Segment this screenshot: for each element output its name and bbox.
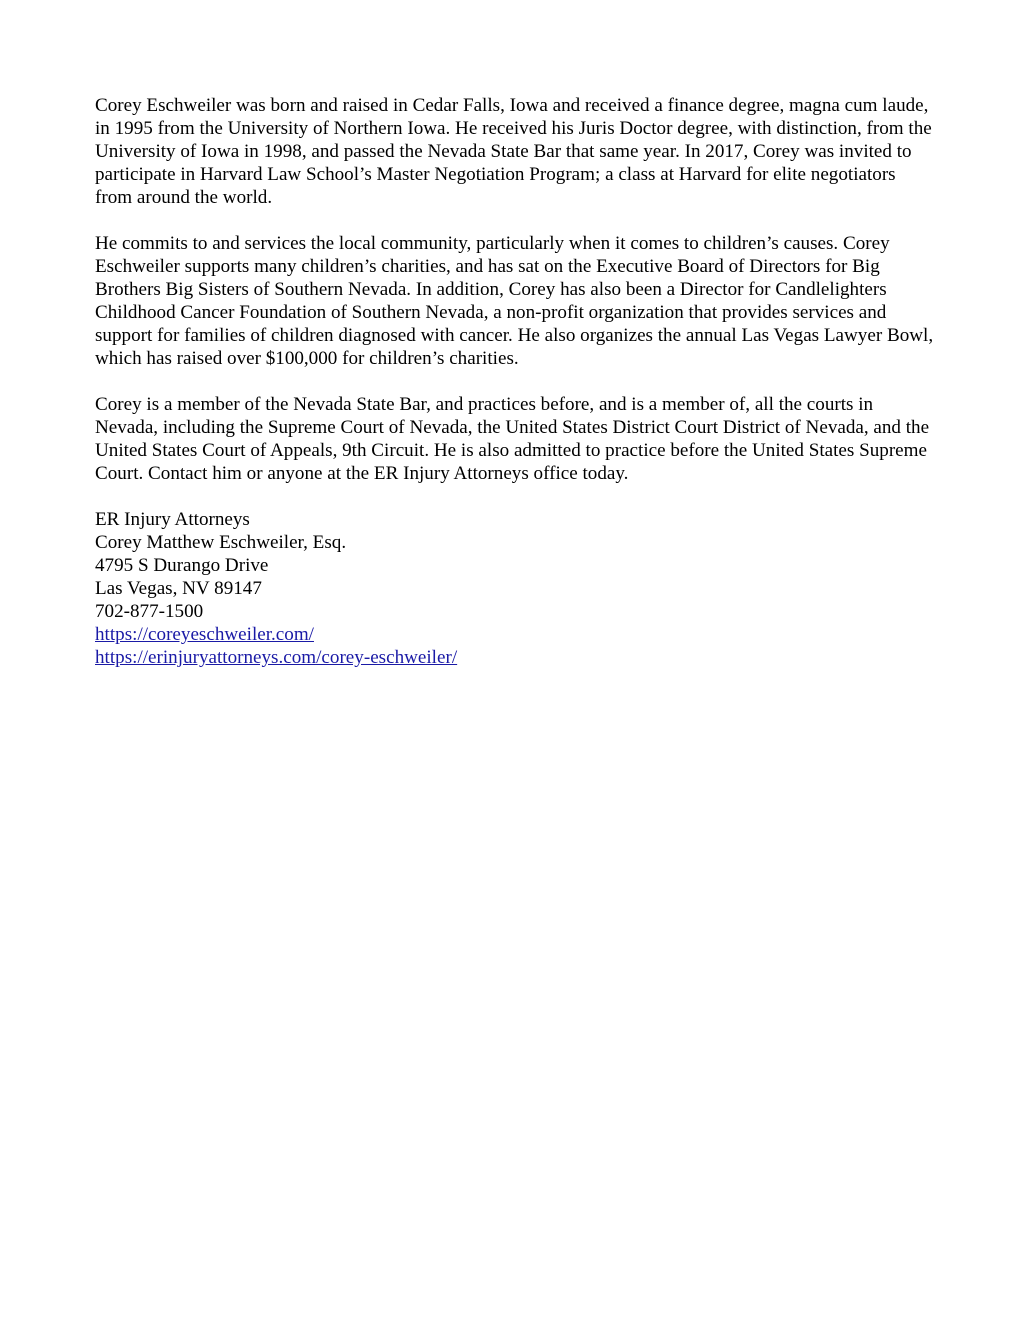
bio-paragraph-2: He commits to and services the local community, particularly when it comes to children’s causes. Corey Eschweiler supports many children’s charities, and has sat on the Executive Board of Directors for Big Brothers Big Sisters of Southern Nevada. In addition, Corey has also been a Director for Candlelighters Childhood Cancer Foundation of Southern Nevada, a non-profit organization that provides services and support for families of children diagnosed with cancer. He also organizes the annual Las Vegas Lawyer Bowl, which has raised over $100,000 for children’s charities.: [95, 233, 934, 369]
street-address: 4795 S Durango Drive: [95, 555, 269, 576]
city-state-zip: Las Vegas, NV 89147: [95, 578, 262, 599]
contact-block: [95, 508, 937, 669]
phone-number: 702-877-1500: [95, 601, 204, 622]
personal-website-link[interactable]: https://coreyeschweiler.com/: [95, 624, 314, 645]
attorney-name: Corey Matthew Eschweiler, Esq.: [95, 532, 347, 553]
bio-paragraph-3: Corey is a member of the Nevada State Bar, and practices before, and is a member of, all the courts in Nevada, including the Supreme Court of Nevada, the United States District Court District of Nevada, and the United States Court of Appeals, 9th Circuit. He is also admitted to practice before the United States Supreme Court. Contact him or anyone at the ER Injury Attorneys office today.: [95, 394, 930, 484]
firm-profile-link[interactable]: https://erinjuryattorneys.com/corey-eschweiler/: [95, 647, 458, 668]
firm-name: ER Injury Attorneys: [95, 509, 250, 530]
document-page: [95, 94, 937, 669]
bio-paragraph-1: Corey Eschweiler was born and raised in Cedar Falls, Iowa and received a finance degree, magna cum laude, in 1995 from the University of Northern Iowa. He received his Juris Doctor degree, with distinction, from the University of Iowa in 1998, and passed the Nevada State Bar that same year. In 2017, Corey was invited to participate in Harvard Law School’s Master Negotiation Program; a class at Harvard for elite negotiators from around the world.: [95, 95, 932, 208]
